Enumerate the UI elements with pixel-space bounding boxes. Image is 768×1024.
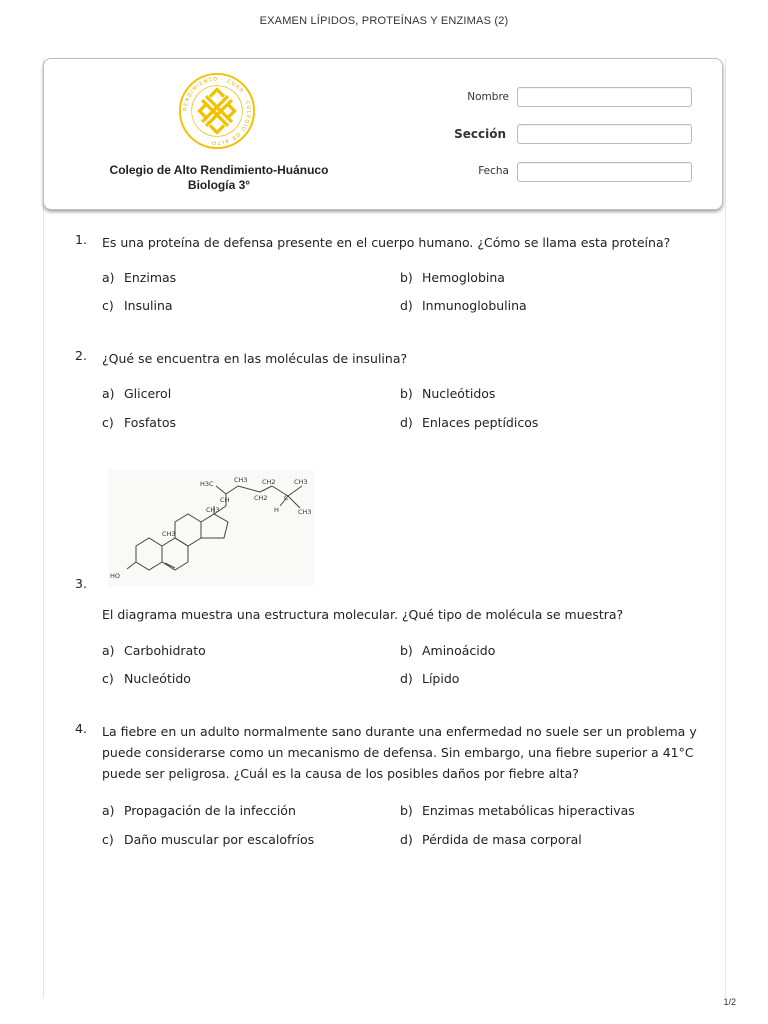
name-input[interactable] <box>517 87 692 107</box>
option-text: Aminoácido <box>421 643 496 658</box>
option-text: Enzimas <box>123 270 177 285</box>
option-letter: a) <box>102 643 115 658</box>
label-ch3-top: CH3 <box>234 476 248 484</box>
option-text: Pérdida de masa corporal <box>421 832 582 847</box>
option-text: Lípido <box>421 671 460 686</box>
option-1d[interactable] <box>400 298 527 313</box>
header-card <box>43 58 723 210</box>
question-text: ¿Qué se encuentra en las moléculas de insulina? <box>102 351 408 366</box>
option-letter: a) <box>102 803 115 818</box>
option-letter: c) <box>102 671 114 686</box>
question-number: 1. <box>75 232 87 247</box>
option-text: Propagación de la infección <box>123 803 296 818</box>
label-h3c: H3C <box>200 480 214 488</box>
label-ch3-branch: CH3 <box>298 508 312 516</box>
option-text: Daño muscular por escalofríos <box>123 832 315 847</box>
svg-text:RENDIMIENTO · COAR · COLEGIO D <box>183 77 252 146</box>
option-letter: b) <box>400 386 413 401</box>
option-text: Nucleótido <box>123 671 191 686</box>
question-text: El diagrama muestra una estructura molecular. ¿Qué tipo de molécula se muestra? <box>102 607 624 622</box>
option-letter: c) <box>102 832 114 847</box>
option-1a[interactable] <box>102 270 176 285</box>
option-4d[interactable] <box>400 832 582 847</box>
option-text: Fosfatos <box>123 415 177 430</box>
school-logo <box>178 72 256 150</box>
date-input[interactable] <box>517 162 692 182</box>
page-number: 1/2 <box>723 997 736 1007</box>
option-letter: c) <box>102 298 114 313</box>
option-3c[interactable] <box>102 671 191 686</box>
logo-ring-text: RENDIMIENTO · COAR · COLEGIO DE ALTO <box>182 76 252 146</box>
option-2d[interactable] <box>400 415 538 430</box>
option-letter: a) <box>102 386 115 401</box>
section-input[interactable] <box>517 124 692 144</box>
option-text: Inmunoglobulina <box>421 298 527 313</box>
date-label: Fecha <box>478 165 509 177</box>
school-info <box>74 163 364 193</box>
option-text: Hemoglobina <box>421 270 505 285</box>
school-name: Colegio de Alto Rendimiento-Huánuco <box>109 163 329 177</box>
label-ch3-d: CH3 <box>206 506 220 514</box>
name-label: Nombre <box>467 91 509 103</box>
option-letter: b) <box>400 803 413 818</box>
option-letter: a) <box>102 270 115 285</box>
option-1b[interactable] <box>400 270 505 285</box>
option-letter: d) <box>400 832 413 847</box>
option-text: Enlaces peptídicos <box>421 415 539 430</box>
option-letter: b) <box>400 270 413 285</box>
question-text: Es una proteína de defensa presente en el cuerpo humano. ¿Cómo se llama esta proteína? <box>102 235 671 250</box>
option-4c[interactable] <box>102 832 314 847</box>
option-letter: c) <box>102 415 114 430</box>
label-ch3-b: CH3 <box>162 530 176 538</box>
section-label: Sección <box>454 127 506 141</box>
option-text: Glicerol <box>123 386 172 401</box>
option-2c[interactable] <box>102 415 176 430</box>
label-ch2-mid: CH2 <box>254 494 268 502</box>
question-text: La fiebre en un adulto normalmente sano durante una enfermedad no suele ser un problema y puede considerarse como un mecanismo de defensa. Sin embargo, una fiebre superior a 41°C puede ser peligrosa. ¿Cuál es la causa de los posibles daños por fiebre alta? <box>102 724 697 781</box>
option-3b[interactable] <box>400 643 495 658</box>
option-letter: d) <box>400 298 413 313</box>
document-title: EXAMEN LÍPIDOS, PROTEÍNAS Y ENZIMAS (2) <box>259 15 509 27</box>
option-2b[interactable] <box>400 386 495 401</box>
label-ch: CH <box>220 496 230 504</box>
label-ch3-end: CH3 <box>294 478 308 486</box>
molecule-diagram <box>108 470 314 586</box>
label-c: C <box>284 494 289 502</box>
option-2a[interactable] <box>102 386 171 401</box>
option-text: Insulina <box>123 298 173 313</box>
question-number: 4. <box>75 721 87 736</box>
course-name: Biología 3° <box>187 178 251 192</box>
option-letter: b) <box>400 643 413 658</box>
option-text: Carbohidrato <box>123 643 206 658</box>
question-number: 3. <box>75 576 87 591</box>
cholesterol-structure <box>108 470 314 586</box>
option-4b[interactable] <box>400 803 635 818</box>
option-3a[interactable] <box>102 643 206 658</box>
question-number: 2. <box>75 348 87 363</box>
option-text: Nucleótidos <box>421 386 496 401</box>
label-h: H <box>274 506 279 514</box>
option-letter: d) <box>400 415 413 430</box>
option-4a[interactable] <box>102 803 296 818</box>
option-1c[interactable] <box>102 298 173 313</box>
label-ch2-top: CH2 <box>262 478 276 486</box>
option-3d[interactable] <box>400 671 459 686</box>
option-text: Enzimas metabólicas hiperactivas <box>421 803 635 818</box>
label-ho: HO <box>110 572 121 580</box>
option-letter: d) <box>400 671 413 686</box>
